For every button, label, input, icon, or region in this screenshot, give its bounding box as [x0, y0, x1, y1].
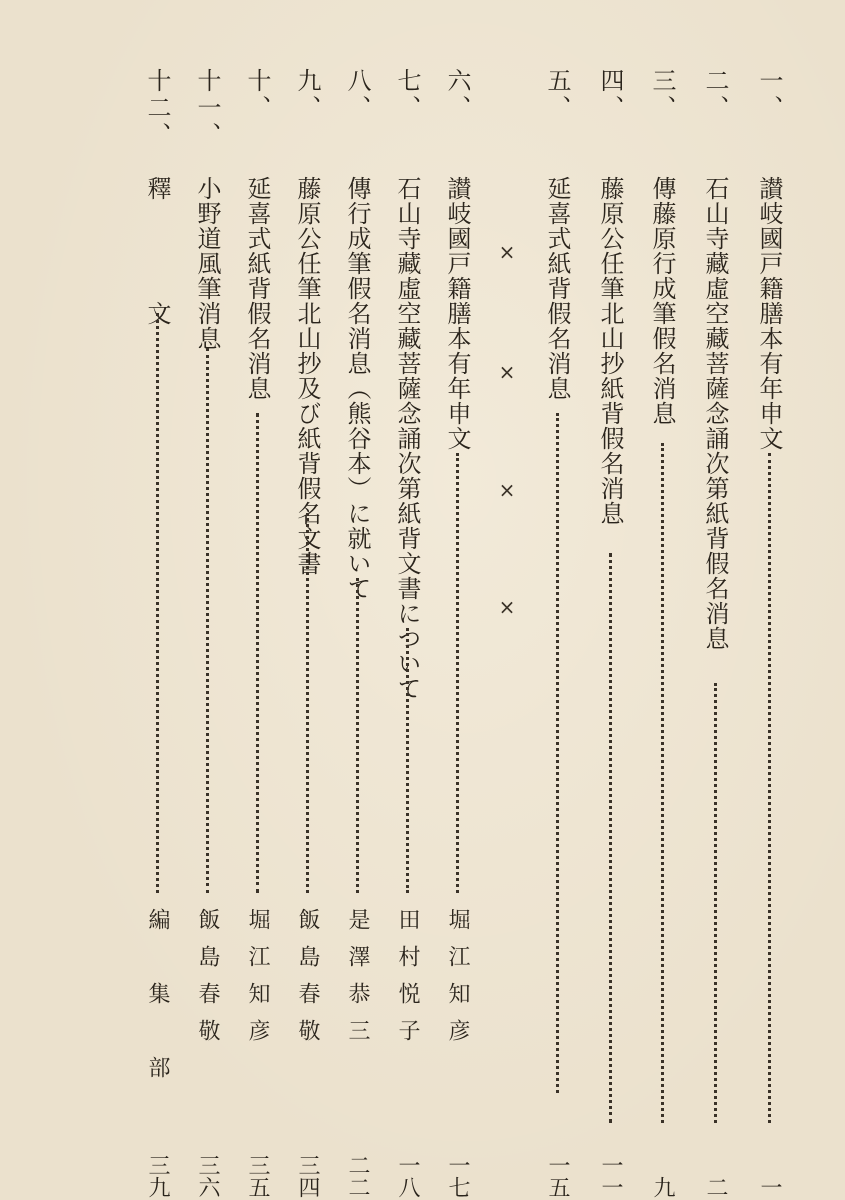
dot-leader [206, 348, 209, 893]
dot-leader [156, 313, 159, 893]
dot-leader [356, 578, 359, 893]
entry-title: 傳藤原行成筆假名消息 [648, 176, 676, 426]
dot-leader [256, 413, 259, 893]
entry-title: 讃岐國戸籍膳本有年申文 [443, 176, 471, 451]
toc-entry [190, 68, 224, 1198]
dot-leader [306, 513, 309, 893]
dot-leader [768, 453, 771, 1123]
entry-author: 飯島春敬 [195, 908, 220, 1056]
entry-page: 三四 [295, 1154, 320, 1198]
entry-number: 六、 [443, 68, 471, 122]
entry-author: 編 集 部 [145, 908, 170, 1093]
entry-title: 延喜式紙背假名消息 [243, 176, 271, 401]
entry-page: 二二 [345, 1154, 370, 1198]
entry-number: 五、 [543, 68, 571, 122]
separator-mark: × [498, 595, 516, 619]
toc-entry [340, 68, 374, 1198]
entry-page: 二 [703, 1176, 728, 1198]
entry-author: 堀江知彦 [245, 908, 270, 1056]
entry-title: 延喜式紙背假名消息 [543, 176, 571, 401]
toc-entry [593, 68, 627, 1198]
separator-mark: × [498, 240, 516, 264]
entry-author: 田村悦子 [395, 908, 420, 1056]
entry-page: 一五 [545, 1154, 570, 1198]
toc-entry [240, 68, 274, 1198]
entry-number: 三、 [648, 68, 676, 122]
dot-leader [714, 683, 717, 1123]
entry-page: 一 [757, 1176, 782, 1198]
entry-author: 堀江知彦 [445, 908, 470, 1056]
entry-number: 一、 [755, 68, 783, 122]
dot-leader [609, 553, 612, 1123]
entry-number: 八、 [343, 68, 371, 122]
toc-entry [752, 68, 786, 1198]
entry-title: 石山寺藏虛空藏菩薩念誦次第紙背假名消息 [701, 176, 729, 651]
entry-page: 三五 [245, 1154, 270, 1198]
entry-page: 一一 [598, 1154, 623, 1198]
entry-page: 九 [650, 1176, 675, 1198]
separator-mark: × [498, 360, 516, 384]
entry-number: 十一、 [193, 68, 221, 149]
entry-number: 七、 [393, 68, 421, 122]
separator-mark: × [498, 478, 516, 502]
entry-number: 二、 [701, 68, 729, 122]
toc-entry [140, 68, 174, 1198]
entry-title: 傳行成筆假名消息（熊谷本）に就いて [343, 176, 371, 601]
entry-author: 飯島春敬 [295, 908, 320, 1056]
entry-number: 九、 [293, 68, 321, 122]
toc-entry [390, 68, 424, 1198]
entry-number: 十、 [243, 68, 271, 122]
dot-leader [456, 453, 459, 893]
toc-entry [290, 68, 324, 1198]
toc-entry [440, 68, 474, 1198]
entry-title: 釋 文 [143, 176, 171, 326]
dot-leader [406, 628, 409, 893]
entry-title: 藤原公任筆北山抄及び紙背假名文書 [293, 176, 321, 576]
entry-title: 石山寺藏虛空藏菩薩念誦次第紙背文書について [393, 176, 421, 701]
entry-author: 是澤恭三 [345, 908, 370, 1056]
entry-page: 一八 [395, 1154, 420, 1198]
toc-entry [698, 68, 732, 1198]
entry-page: 三九 [145, 1154, 170, 1198]
entry-number: 四、 [596, 68, 624, 122]
dot-leader [556, 413, 559, 1093]
toc-entry [540, 68, 574, 1198]
entry-page: 三六 [195, 1154, 220, 1198]
toc-entry [645, 68, 679, 1198]
entry-title: 藤原公任筆北山抄紙背假名消息 [596, 176, 624, 526]
entry-page: 一七 [445, 1154, 470, 1198]
entry-title: 小野道風筆消息 [193, 176, 221, 351]
entry-number: 十二、 [143, 68, 171, 149]
entry-title: 讃岐國戸籍膳本有年申文 [755, 176, 783, 451]
dot-leader [661, 443, 664, 1123]
